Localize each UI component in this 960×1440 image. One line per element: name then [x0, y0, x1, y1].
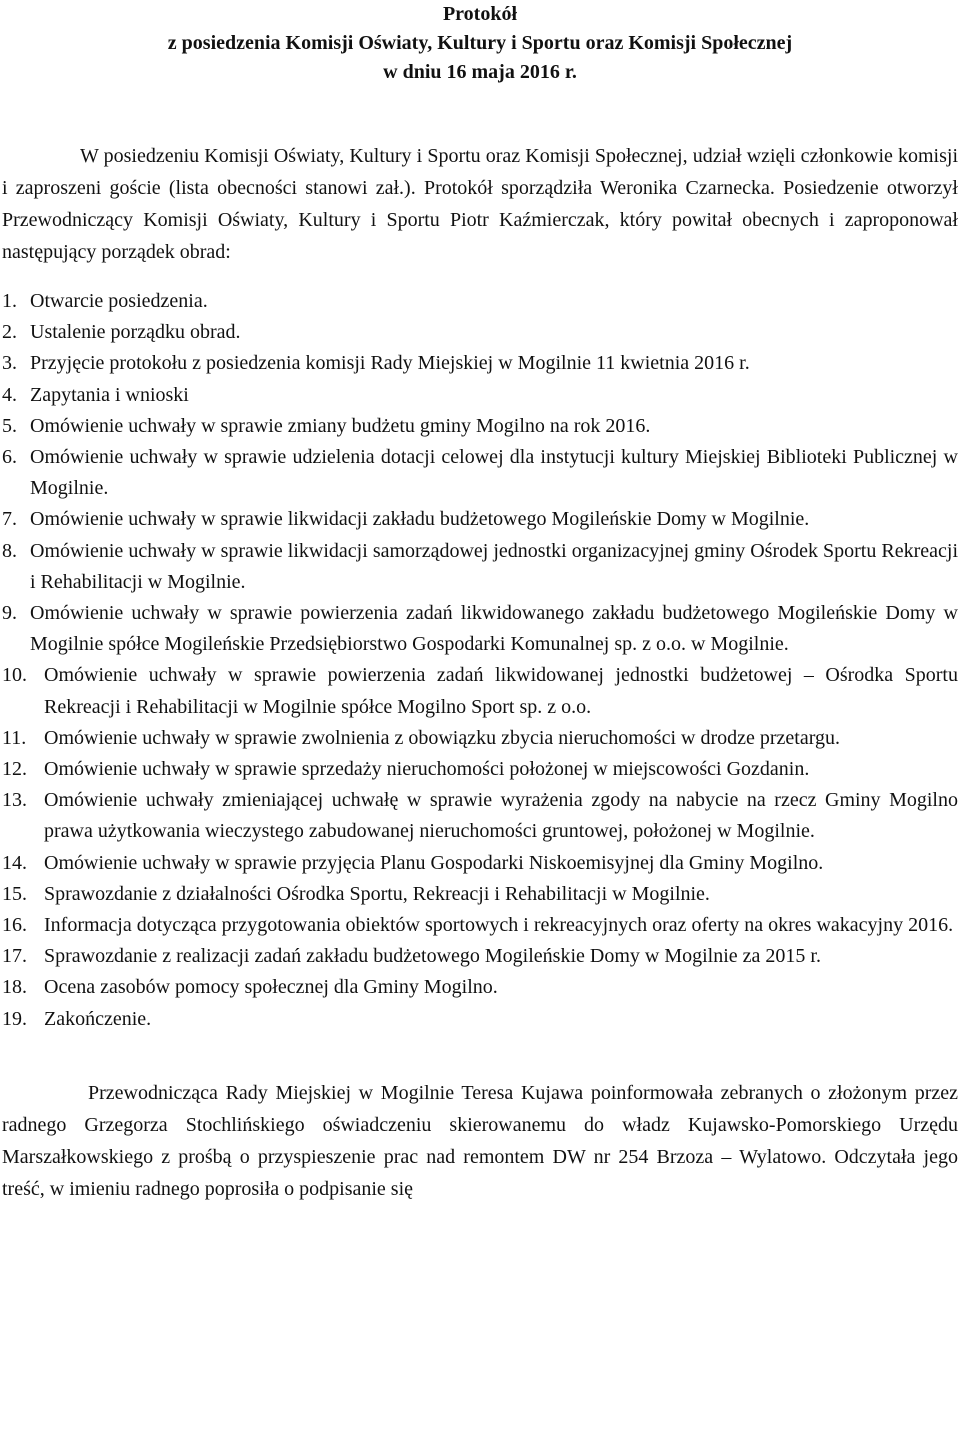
- document-subtitle-line-1: z posiedzenia Komisji Oświaty, Kultury i Sportu oraz Komisji Społecznej: [167, 32, 793, 54]
- agenda-item-number: 18.: [2, 976, 27, 999]
- agenda-item: [2, 317, 958, 348]
- agenda-item-number: 19.: [2, 1007, 27, 1030]
- document-subtitle-line-2: w dniu 16 maja 2016 r.: [383, 61, 577, 83]
- agenda-item: [2, 348, 958, 379]
- document-title: Protokół: [442, 3, 518, 25]
- agenda-item-text: Otwarcie posiedzenia.: [30, 290, 208, 312]
- agenda-item-text: Przyjęcie protokołu z posiedzenia komisji Rady Miejskiej w Mogilnie 11 kwietnia 2016 r.: [30, 352, 750, 375]
- agenda-item-text: Omówienie uchwały w sprawie powierzenia zadań likwidowanego zakładu budżetowego Mogileńskie Domy w Mogilnie spółce Mogileńskie Przedsiębiorstwo Gospodarki Komunalnej sp. z o.o. w Mogilnie.: [30, 602, 958, 656]
- agenda-item: [2, 723, 958, 754]
- agenda-item-text: Sprawozdanie z realizacji zadań zakładu budżetowego Mogileńskie Domy w Mogilnie za 2015 r.: [44, 945, 821, 968]
- document-header: [2, 0, 958, 87]
- agenda-item-number: 8.: [2, 539, 17, 562]
- agenda-item: [2, 536, 958, 598]
- agenda-item-text: Omówienie uchwały w sprawie likwidacji samorządowej jednostki organizacyjnej gminy Ośrodek Sportu Rekreacji i Rehabilitacji w Mogilnie.: [30, 539, 958, 593]
- agenda-item: [2, 598, 958, 660]
- agenda-item: [2, 848, 958, 879]
- agenda-item: [2, 504, 958, 535]
- agenda-item-text: Ustalenie porządku obrad.: [30, 321, 241, 344]
- agenda-item-text: Omówienie uchwały w sprawie udzielenia dotacji celowej dla instytucji kultury Miejskiej Biblioteki Publicznej w Mogilnie.: [30, 446, 958, 500]
- agenda-item-number: 2.: [2, 321, 17, 344]
- agenda-item-number: 14.: [2, 851, 27, 874]
- agenda-item-number: 5.: [2, 414, 17, 437]
- agenda-item-number: 7.: [2, 508, 17, 531]
- agenda-item-number: 3.: [2, 352, 17, 375]
- agenda-item: [2, 941, 958, 972]
- agenda-item: [2, 879, 958, 910]
- agenda-item-text: Sprawozdanie z działalności Ośrodka Sportu, Rekreacji i Rehabilitacji w Mogilnie.: [44, 882, 710, 905]
- agenda-item: [2, 972, 958, 1003]
- agenda-item-number: 13.: [2, 789, 27, 812]
- agenda-item-text: Omówienie uchwały w sprawie zmiany budżetu gminy Mogilno na rok 2016.: [30, 414, 651, 437]
- agenda-item: [2, 754, 958, 785]
- agenda-item-number: 17.: [2, 945, 27, 968]
- agenda-item: [2, 411, 958, 442]
- agenda-item: [2, 1004, 958, 1035]
- agenda-item-number: 15.: [2, 882, 27, 905]
- agenda-item-number: 6.: [2, 446, 17, 469]
- agenda-item-text: Zakończenie.: [44, 1007, 152, 1030]
- agenda-item-text: Omówienie uchwały zmieniającej uchwałę w sprawie wyrażenia zgody na nabycie na rzecz Gminy Mogilno prawa użytkowania wieczystego zabudowanej nieruchomości gruntowej, położonej w Mogilnie.: [44, 789, 958, 843]
- agenda-item-text: Ocena zasobów pomocy społecznej dla Gminy Mogilno.: [44, 976, 498, 999]
- agenda-item-text: Omówienie uchwały w sprawie sprzedaży nieruchomości położonej w miejscowości Gozdanin.: [44, 758, 810, 781]
- closing-paragraph: Przewodnicząca Rady Miejskiej w Mogilnie Teresa Kujawa poinformowała zebranych o złożonym przez radnego Grzegorza Stochlińskiego oświadczeniu skierowanemu do władz Kujawsko-Pomorskiego Urzędu Marszałkowskiego z prośbą o przyspieszenie prac nad remontem DW nr 254 Brzoza – Wylatowo. Odczytała jego treść, w imieniu radnego poprosiła o podpisanie się: [2, 1081, 958, 1200]
- agenda-item-number: 12.: [2, 758, 27, 781]
- agenda-list: [2, 286, 958, 1035]
- agenda-item: [2, 442, 958, 504]
- agenda-item-number: 11.: [2, 726, 27, 749]
- agenda-item-number: 16.: [2, 914, 27, 937]
- agenda-item: [2, 286, 958, 317]
- agenda-item-text: Omówienie uchwały w sprawie powierzenia zadań likwidowanej jednostki budżetowej – Ośrodka Sportu Rekreacji i Rehabilitacji w Mogilnie spółce Mogilno Sport sp. z o.o.: [44, 664, 958, 718]
- agenda-item-number: 1.: [2, 290, 17, 312]
- agenda-item-text: Informacja dotycząca przygotowania obiektów sportowych i rekreacyjnych oraz oferty na okres wakacyjny 2016.: [44, 914, 954, 937]
- agenda-item: [2, 660, 958, 722]
- agenda-item: [2, 785, 958, 847]
- agenda-item-text: Omówienie uchwały w sprawie zwolnienia z obowiązku zbycia nieruchomości w drodze przetargu.: [44, 726, 841, 749]
- agenda-item: [2, 380, 958, 411]
- agenda-item-text: Zapytania i wnioski: [30, 383, 189, 406]
- agenda-item-number: 4.: [2, 383, 17, 406]
- agenda-item: [2, 910, 958, 941]
- agenda-item-text: Omówienie uchwały w sprawie likwidacji zakładu budżetowego Mogileńskie Domy w Mogilnie.: [30, 508, 810, 531]
- intro-paragraph: W posiedzeniu Komisji Oświaty, Kultury i Sportu oraz Komisji Społecznej, udział wzięli członkowie komisji i zaproszeni goście (lista obecności stanowi zał.). Protokół sporządziła Weronika Czarnecka. Posiedzenie otworzył Przewodniczący Komisji Oświaty, Kultury i Sportu Piotr Kaźmierczak, który powitał obecnych i zaproponował następujący porządek obrad:: [2, 145, 958, 263]
- agenda-item-text: Omówienie uchwały w sprawie przyjęcia Planu Gospodarki Niskoemisyjnej dla Gminy Mogilno.: [44, 851, 824, 874]
- agenda-item-number: 10.: [2, 664, 27, 687]
- agenda-item-number: 9.: [2, 602, 17, 625]
